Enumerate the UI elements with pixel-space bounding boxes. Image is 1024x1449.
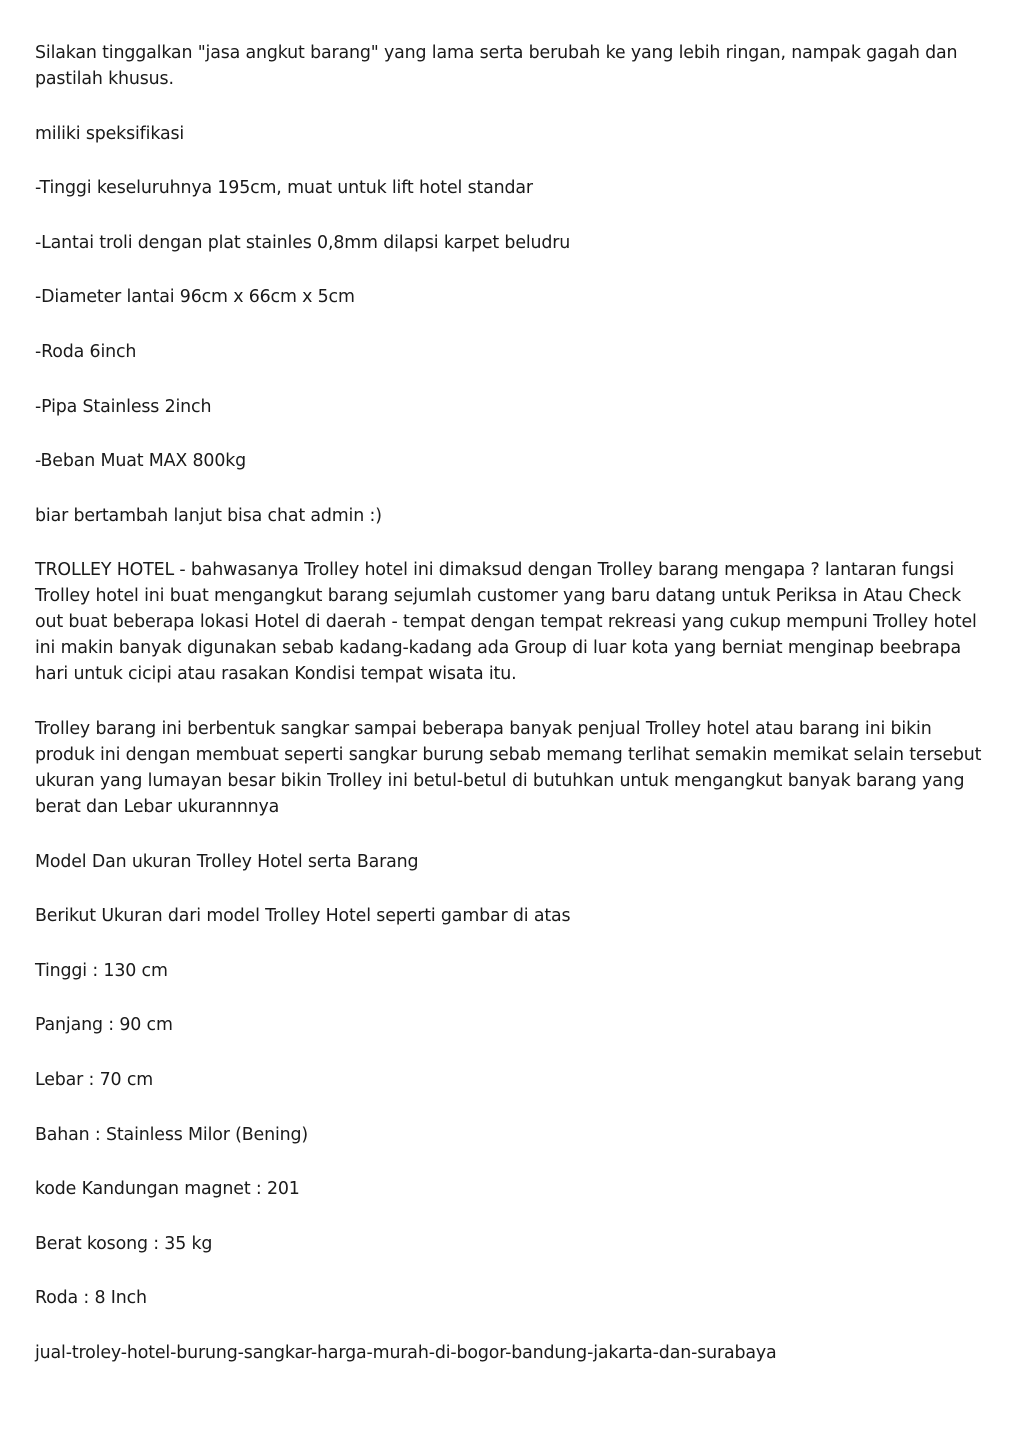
- slug-text: jual-troley-hotel-burung-sangkar-harga-murah-di-bogor-bandung-jakarta-dan-surabaya: [35, 1342, 777, 1363]
- size-item-empty-weight: Berat kosong : 35 kg: [35, 1233, 213, 1254]
- size-intro-text: Berikut Ukuran dari model Trolley Hotel seperti gambar di atas: [35, 906, 571, 927]
- size-item-magnet-code: kode Kandungan magnet : 201: [35, 1179, 300, 1200]
- trolley-cage-paragraph: Trolley barang ini berbentuk sangkar sampai beberapa banyak penjual Trolley hotel atau barang ini bikin produk ini dengan membuat seperti sangkar burung sebab memang terlihat semakin memikat selain tersebut ukuran yang lumayan besar bikin Trolley ini betul-betul di butuhkan untuk mengangkut banyak barang yang berat dan Lebar ukurannnya: [35, 718, 982, 817]
- size-item-material: Bahan : Stainless Milor (Bening): [35, 1124, 309, 1145]
- spec-item-pipe: -Pipa Stainless 2inch: [35, 396, 212, 417]
- spec-item-load: -Beban Muat MAX 800kg: [35, 451, 247, 472]
- spec-item-floor: -Lantai troli dengan plat stainles 0,8mm dilapsi karpet beludru: [35, 232, 571, 253]
- model-size-heading: Model Dan ukuran Trolley Hotel serta Barang: [35, 851, 419, 872]
- size-item-length: Panjang : 90 cm: [35, 1015, 173, 1036]
- size-item-wheel: Roda : 8 Inch: [35, 1288, 147, 1309]
- contact-admin-text: biar bertambah lanjut bisa chat admin :): [35, 505, 382, 526]
- spec-item-diameter: -Diameter lantai 96cm x 66cm x 5cm: [35, 287, 355, 308]
- intro-paragraph: Silakan tinggalkan "jasa angkut barang" yang lama serta berubah ke yang lebih ringan, nampak gagah dan pastilah khusus.: [35, 43, 958, 89]
- spec-item-height: -Tinggi keseluruhnya 195cm, muat untuk lift hotel standar: [35, 178, 533, 199]
- spec-item-wheel: -Roda 6inch: [35, 341, 137, 362]
- size-item-width: Lebar : 70 cm: [35, 1069, 154, 1090]
- trolley-hotel-paragraph: TROLLEY HOTEL - bahwasanya Trolley hotel ini dimaksud dengan Trolley barang mengapa ? lantaran fungsi Trolley hotel ini buat mengangkut barang sejumlah customer yang baru datang untuk Periksa in Atau Check out buat beberapa lokasi Hotel di daerah - tempat dengan tempat rekreasi yang cukup mempuni Trolley hotel ini makin banyak digunakan sebab kadang-kadang ada Group di luar kota yang berniat menginap beebrapa hari untuk cicipi atau rasakan Kondisi tempat wisata itu.: [35, 560, 977, 685]
- document-body: [35, 40, 985, 1394]
- size-item-height: Tinggi : 130 cm: [35, 960, 168, 981]
- spec-heading: miliki speksifikasi: [35, 123, 185, 144]
